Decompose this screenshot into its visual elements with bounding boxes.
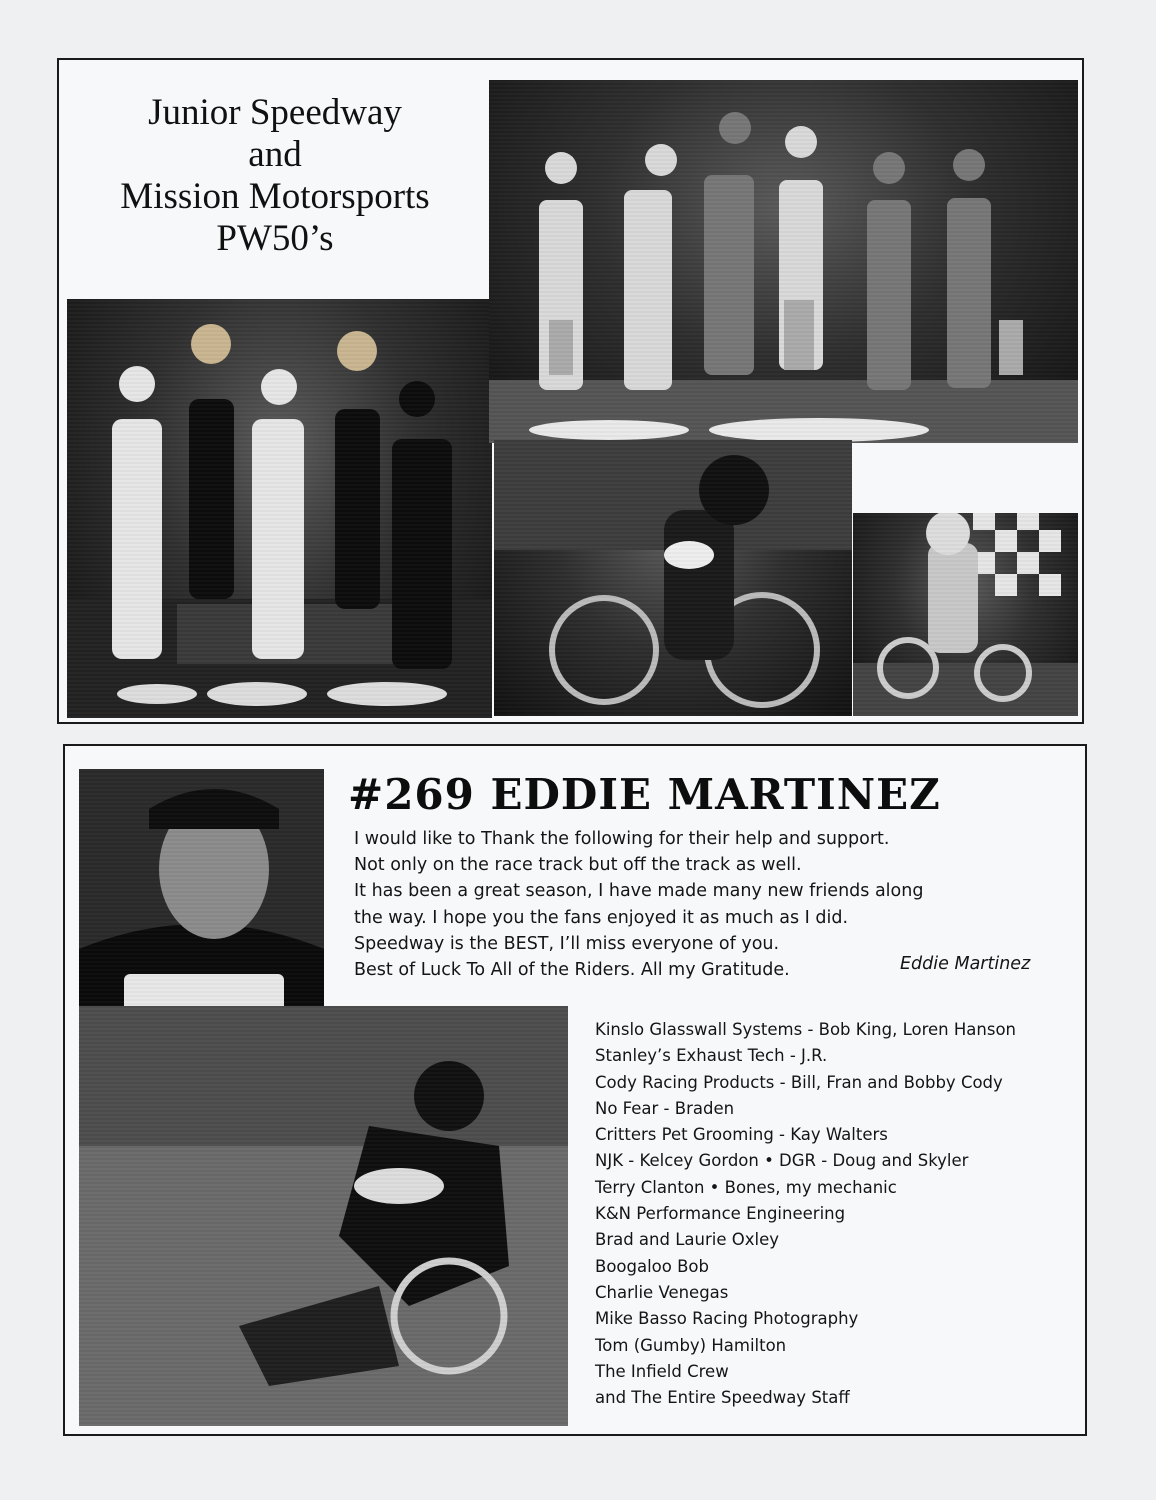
- sponsor-item: No Fear - Braden: [595, 1098, 735, 1118]
- sponsor-item: Terry Clanton • Bones, my mechanic: [595, 1177, 897, 1197]
- sponsor-item: Mike Basso Racing Photography: [595, 1309, 859, 1329]
- sponsor-item: Boogaloo Bob: [595, 1256, 710, 1276]
- sponsor-item: Charlie Venegas: [595, 1282, 729, 1302]
- junior-title-line: Junior Speedway: [148, 92, 402, 133]
- sponsor-item: K&N Performance Engineering: [595, 1204, 846, 1224]
- sponsor-item: NJK - Kelcey Gordon • DGR - Doug and Skyler: [595, 1151, 969, 1171]
- thanks-line: Not only on the race track but off the track as well.: [354, 855, 802, 876]
- podium-riders-photo: [67, 299, 492, 718]
- signature: Eddie Martinez: [900, 954, 1031, 974]
- sponsor-item: Tom (Gumby) Hamilton: [595, 1335, 787, 1355]
- junior-title-line: Mission Motorsports: [120, 176, 430, 217]
- checkered-flag-photo: [853, 513, 1078, 716]
- eddie-racing-photo: [79, 1006, 568, 1426]
- junior-title-line: and: [248, 134, 302, 175]
- sponsor-item: Stanley’s Exhaust Tech - J.R.: [595, 1046, 828, 1066]
- junior-speedway-title: [60, 92, 490, 260]
- thanks-line: I would like to Thank the following for their help and support.: [354, 829, 890, 849]
- sponsor-list: [595, 1017, 1075, 1411]
- sponsor-item: Critters Pet Grooming - Kay Walters: [595, 1125, 888, 1145]
- thanks-line: Speedway is the BEST, I’ll miss everyone of you.: [354, 933, 780, 954]
- sponsor-item: The Infield Crew: [595, 1361, 729, 1381]
- thanks-line: It has been a great season, I have made many new friends along: [354, 881, 924, 902]
- trophy-ceremony-photo: [489, 80, 1078, 443]
- eddie-martinez-title: #269 EDDIE MARTINEZ: [348, 770, 941, 819]
- sponsor-item: Cody Racing Products - Bill, Fran and Bobby Cody: [595, 1072, 1003, 1092]
- pw50-rider-photo: [494, 440, 852, 716]
- thanks-line: Best of Luck To All of the Riders. All my Gratitude.: [354, 960, 790, 981]
- junior-title-line: PW50’s: [216, 218, 334, 259]
- sponsor-item: Kinslo Glasswall Systems - Bob King, Loren Hanson: [595, 1020, 1016, 1039]
- thanks-line: the way. I hope you the fans enjoyed it as much as I did.: [354, 907, 849, 928]
- sponsor-item: Brad and Laurie Oxley: [595, 1230, 779, 1250]
- sponsor-item: and The Entire Speedway Staff: [595, 1388, 850, 1408]
